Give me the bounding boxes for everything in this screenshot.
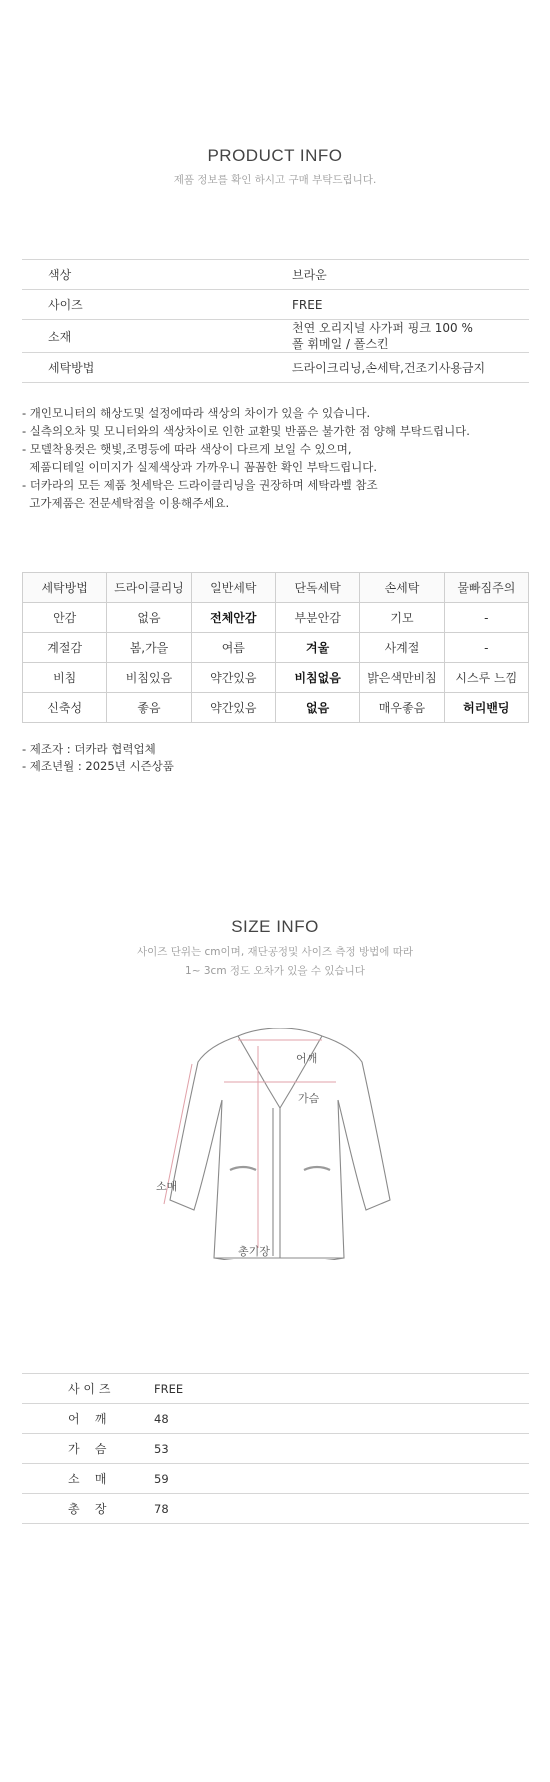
note-line: 제품디테일 이미지가 실제색상과 가까우니 꼼꼼한 확인 부탁드립니다. bbox=[22, 460, 378, 474]
info-key: 세탁방법 bbox=[48, 361, 95, 375]
grid-cell: 안감 bbox=[23, 603, 107, 633]
label-sleeve: 소매 bbox=[156, 1180, 178, 1193]
grid-cell: - bbox=[444, 633, 528, 663]
size-value: FREE bbox=[154, 1381, 184, 1396]
size-row bbox=[22, 1464, 529, 1494]
maker-info bbox=[22, 741, 174, 775]
coat-diagram bbox=[160, 1028, 400, 1260]
maker-line: - 제조자 : 더카라 협력업체 bbox=[22, 742, 156, 756]
grid-cell: 단독세탁 bbox=[275, 573, 359, 603]
grid-cell: 밝은색만비침 bbox=[360, 663, 444, 693]
grid-cell-selected: 겨울 bbox=[275, 633, 359, 663]
note-line: 고가제품은 전문세탁점을 이용해주세요. bbox=[22, 496, 230, 510]
size-value: 59 bbox=[154, 1471, 169, 1486]
grid-cell: 약간있음 bbox=[191, 693, 275, 723]
size-key: 어 깨 bbox=[68, 1412, 107, 1426]
grid-row bbox=[23, 633, 529, 663]
note-line: - 실측의오차 및 모니터와의 색상차이로 인한 교환및 반품은 불가한 점 양해 부탁드립니다. bbox=[22, 424, 470, 438]
grid-cell: 기모 bbox=[360, 603, 444, 633]
size-value: 78 bbox=[154, 1501, 169, 1516]
label-shoulder: 어깨 bbox=[296, 1052, 318, 1065]
info-row-material bbox=[22, 320, 529, 353]
care-notes bbox=[22, 404, 470, 512]
grid-cell: 봄,가을 bbox=[107, 633, 191, 663]
grid-cell: 비침 bbox=[23, 663, 107, 693]
info-row-color bbox=[22, 260, 529, 290]
info-value: FREE bbox=[292, 297, 323, 312]
info-value-line: 천연 오리지널 사가퍼 핑크 100 % bbox=[292, 321, 473, 335]
size-info-subtitle-1: 사이즈 단위는 cm이며, 재단공정및 사이즈 측정 방법에 따라 bbox=[137, 946, 413, 958]
grid-cell: 없음 bbox=[107, 603, 191, 633]
size-row bbox=[22, 1374, 529, 1404]
size-row bbox=[22, 1404, 529, 1434]
info-value-line: 폴 휘메일 / 폴스킨 bbox=[292, 337, 389, 351]
label-chest: 가슴 bbox=[298, 1092, 320, 1105]
size-key: 소 매 bbox=[68, 1472, 107, 1486]
grid-cell: 부분안감 bbox=[275, 603, 359, 633]
grid-row bbox=[23, 663, 529, 693]
info-row-size bbox=[22, 290, 529, 320]
wash-grid bbox=[22, 572, 529, 723]
size-key: 총 장 bbox=[68, 1502, 107, 1516]
info-key: 사이즈 bbox=[48, 298, 83, 312]
grid-cell: 약간있음 bbox=[191, 663, 275, 693]
info-key: 색상 bbox=[48, 268, 72, 282]
grid-cell: - bbox=[444, 603, 528, 633]
size-info-title: SIZE INFO bbox=[231, 917, 319, 936]
size-value: 53 bbox=[154, 1441, 169, 1456]
info-value bbox=[292, 320, 529, 352]
grid-cell: 시스루 느낌 bbox=[444, 663, 528, 693]
grid-cell: 여름 bbox=[191, 633, 275, 663]
note-line: - 더카라의 모든 제품 첫세탁은 드라이클리닝을 권장하며 세탁라벨 참조 bbox=[22, 478, 378, 492]
note-line: - 개인모니터의 해상도및 설정에따라 색상의 차이가 있을 수 있습니다. bbox=[22, 406, 371, 420]
info-row-wash bbox=[22, 353, 529, 383]
size-value: 48 bbox=[154, 1411, 169, 1426]
grid-row bbox=[23, 693, 529, 723]
info-value: 브라운 bbox=[292, 268, 327, 282]
grid-cell: 좋음 bbox=[107, 693, 191, 723]
label-length: 총기장 bbox=[238, 1245, 270, 1258]
grid-cell: 손세탁 bbox=[360, 573, 444, 603]
note-line: - 모델착용컷은 햇빛,조명등에 따라 색상이 다르게 보일 수 있으며, bbox=[22, 442, 352, 456]
grid-cell-selected: 없음 bbox=[275, 693, 359, 723]
maker-line: - 제조년월 : 2025년 시즌상품 bbox=[22, 759, 174, 773]
size-row bbox=[22, 1434, 529, 1464]
product-info-title: PRODUCT INFO bbox=[207, 146, 343, 165]
size-table bbox=[22, 1373, 529, 1524]
grid-row bbox=[23, 603, 529, 633]
product-info-table bbox=[22, 259, 529, 383]
grid-cell-selected: 비침없음 bbox=[275, 663, 359, 693]
grid-cell: 신축성 bbox=[23, 693, 107, 723]
grid-cell: 매우좋음 bbox=[360, 693, 444, 723]
grid-row bbox=[23, 573, 529, 603]
size-key: 가 슴 bbox=[68, 1442, 107, 1456]
grid-cell-selected: 전체안감 bbox=[191, 603, 275, 633]
grid-cell: 세탁방법 bbox=[23, 573, 107, 603]
info-key: 소재 bbox=[48, 329, 72, 344]
grid-cell: 물빠짐주의 bbox=[444, 573, 528, 603]
grid-cell: 사계절 bbox=[360, 633, 444, 663]
grid-cell-selected: 허리밴딩 bbox=[444, 693, 528, 723]
size-key: 사 이 즈 bbox=[68, 1382, 111, 1396]
size-info-subtitle-2: 1~ 3cm 정도 오차가 있을 수 있습니다 bbox=[185, 965, 365, 977]
coat-outline-icon bbox=[160, 1028, 400, 1260]
grid-cell: 계절감 bbox=[23, 633, 107, 663]
info-value: 드라이크리닝,손세탁,건조기사용금지 bbox=[292, 361, 486, 375]
grid-cell: 일반세탁 bbox=[191, 573, 275, 603]
grid-cell: 비침있음 bbox=[107, 663, 191, 693]
size-row bbox=[22, 1494, 529, 1524]
product-info-subtitle: 제품 정보를 확인 하시고 구매 부탁드립니다. bbox=[173, 174, 377, 186]
grid-cell: 드라이클리닝 bbox=[107, 573, 191, 603]
